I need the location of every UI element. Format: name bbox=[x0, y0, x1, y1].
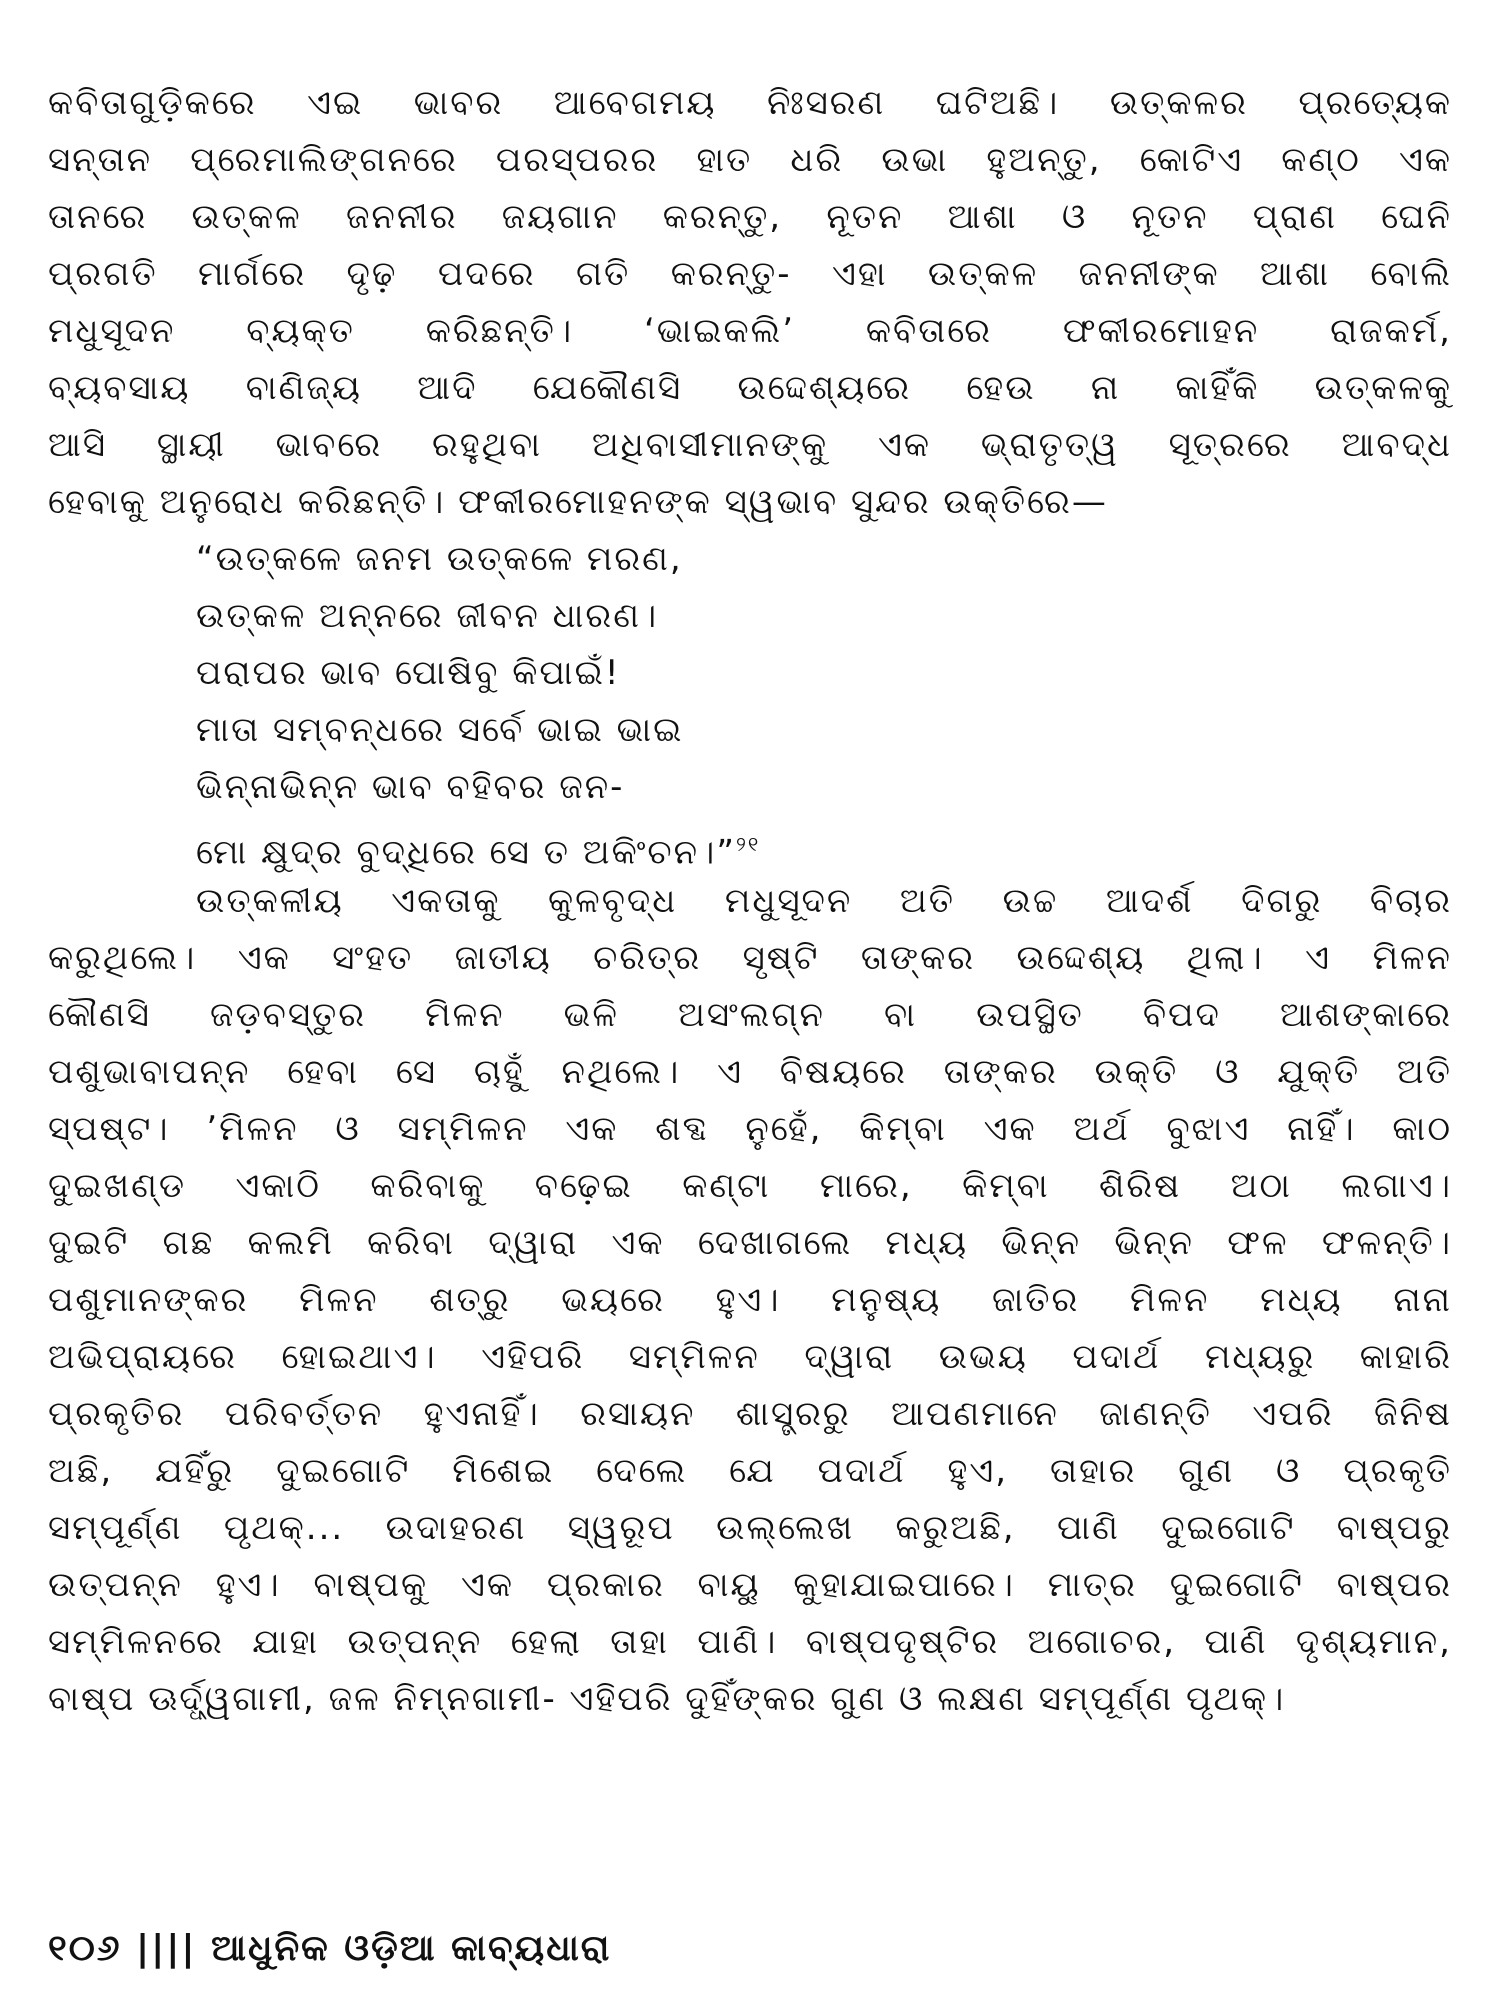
footer-separator: |||| bbox=[121, 1928, 212, 1969]
paragraph-line: ପଶୁଭାବାପନ୍ନ ହେବା ସେ ଚାହୁଁ ନଥିଲେ। ଏ ବିଷୟରେ ତାଙ୍କର ଉକ୍ତି ଓ ଯୁକ୍ତି ଅତି bbox=[48, 1052, 1452, 1092]
poem-line-last bbox=[196, 819, 760, 877]
page-number: ୧୦୬ bbox=[48, 1928, 122, 1969]
page-footer bbox=[48, 1924, 611, 1974]
paragraph-line: ଅଛି, ଯହିଁରୁ ଦୁଇଗୋଟି ମିଶେଇ ଦେଲେ ଯେ ପଦାର୍ଥ ହୁଏ, ତାହାର ଗୁଣ ଓ ପ୍ରକୃତି bbox=[48, 1451, 1452, 1491]
paragraph-line: ସମ୍ପୂର୍ଣ୍ଣ ପୃଥକ୍... ଉଦାହରଣ ସ୍ୱରୂପ ଉଲ୍ଲେଖ କରୁଅଛି, ପାଣି ଦୁଇଗୋଟି ବାଷ୍ପରୁ bbox=[48, 1508, 1452, 1548]
paragraph-line: ହେବାକୁ ଅନୁରୋଧ କରିଛନ୍ତି। ଫକୀରମୋହନଙ୍କ ସ୍ୱଭାବ ସୁନ୍ଦର ଉକ୍ତିରେ— bbox=[48, 482, 1108, 522]
paragraph-line: ଆସି ସ୍ଥାୟୀ ଭାବରେ ରହୁଥିବା ଅଧିବାସୀମାନଙ୍କୁ ଏକ ଭ୍ରାତୃତ୍ୱ ସୂତ୍ରରେ ଆବଦ୍ଧ bbox=[48, 425, 1452, 465]
poem-line: ମାତା ସମ୍ବନ୍ଧରେ ସର୍ବେ ଭାଇ ଭାଇ bbox=[196, 710, 684, 750]
footnote-marker: ୨୧ bbox=[735, 832, 761, 856]
poem-line: ପରାପର ଭାବ ପୋଷିବୁ କିପାଇଁ! bbox=[196, 653, 621, 693]
paragraph-line: ମଧୁସୂଦନ ବ୍ୟକ୍ତ କରିଛନ୍ତି। ‘ଭାଇକଲି’ କବିତାରେ ଫକୀରମୋହନ ରାଜକର୍ମ, bbox=[48, 311, 1452, 351]
poem-text: ମୋ କ୍ଷୁଦ୍ର ବୁଦ୍ଧିରେ ସେ ତ ଅକିଂଚନ।” bbox=[196, 832, 736, 873]
paragraph-line: କୌଣସି ଜଡ଼ବସ୍ତୁର ମିଳନ ଭଳି ଅସଂଲଗ୍ନ ବା ଉପସ୍ଥିତ ବିପଦ ଆଶଙ୍କାରେ bbox=[48, 995, 1452, 1035]
poem-line: “ଉତ୍କଳେ ଜନମ ଉତ୍କଳେ ମରଣ, bbox=[196, 539, 683, 579]
paragraph-line: ବାଷ୍ପ ଊର୍ଦ୍ଧ୍ୱଗାମୀ, ଜଳ ନିମ୍ନଗାମୀ- ଏହିପରି ଦୁହିଁଙ୍କର ଗୁଣ ଓ ଲକ୍ଷଣ ସମ୍ପୂର୍ଣ୍ଣ ପୃଥକ୍। bbox=[48, 1679, 1286, 1719]
paragraph-line: ଅଭିପ୍ରାୟରେ ହୋଇଥାଏ। ଏହିପରି ସମ୍ମିଳନ ଦ୍ୱାରା ଉଭୟ ପଦାର୍ଥ ମଧ୍ୟରୁ କାହାରି bbox=[48, 1337, 1452, 1377]
paragraph-line: ଦୁଇଟି ଗଛ କଲମି କରିବା ଦ୍ୱାରା ଏକ ଦେଖାଗଲେ ମଧ୍ୟ ଭିନ୍ନ ଭିନ୍ନ ଫଳ ଫଳନ୍ତି। bbox=[48, 1223, 1452, 1263]
paragraph-line: ଉତ୍କଳୀୟ ଏକତାକୁ କୁଳବୃଦ୍ଧ ମଧୁସୂଦନ ଅତି ଉଚ୍ଚ ଆଦର୍ଶ ଦିଗରୁ ବିଚାର bbox=[196, 881, 1452, 921]
paragraph-line: ସନ୍ତାନ ପ୍ରେମାଲିଙ୍ଗନରେ ପରସ୍ପରର ହାତ ଧରି ଉଭା ହୁଅନ୍ତୁ, କୋଟିଏ କଣ୍ଠ ଏକ bbox=[48, 140, 1452, 180]
poem-line: ଭିନ୍ନାଭିନ୍ନ ଭାବ ବହିବର ଜନ- bbox=[196, 767, 625, 807]
paragraph-line: ଦୁଇଖଣ୍ଡ ଏକାଠି କରିବାକୁ ବଢ଼େଇ କଣ୍ଟା ମାରେ, କିମ୍ବା ଶିରିଷ ଅଠା ଲଗାଏ। bbox=[48, 1166, 1452, 1206]
book-title: ଆଧୁନିକ ଓଡ଼ିଆ କାବ୍ୟଧାରା bbox=[211, 1928, 612, 1969]
poem-line: ଉତ୍କଳ ଅନ୍ନରେ ଜୀବନ ଧାରଣ। bbox=[196, 596, 659, 636]
paragraph-line: କବିତାଗୁଡ଼ିକରେ ଏଇ ଭାବର ଆବେଗମୟ ନିଃସରଣ ଘଟିଅଛି। ଉତ୍କଳର ପ୍ରତ୍ୟେକ bbox=[48, 83, 1452, 123]
paragraph-line: ସମ୍ମିଳନରେ ଯାହା ଉତ୍ପନ୍ନ ହେଲା ତାହା ପାଣି। ବାଷ୍ପଦୃଷ୍ଟିର ଅଗୋଚର, ପାଣି ଦୃଶ୍ୟମାନ, bbox=[48, 1622, 1452, 1662]
paragraph-line: ପଶୁମାନଙ୍କର ମିଳନ ଶତ୍ରୁ ଭୟରେ ହୁଏ। ମନୁଷ୍ୟ ଜାତିର ମିଳନ ମଧ୍ୟ ନାନା bbox=[48, 1280, 1452, 1320]
paragraph-line: କରୁଥିଲେ। ଏକ ସଂହତ ଜାତୀୟ ଚରିତ୍ର ସୃଷ୍ଟି ତାଙ୍କର ଉଦ୍ଦେଶ୍ୟ ଥିଲା। ଏ ମିଳନ bbox=[48, 938, 1452, 978]
paragraph-line: ସ୍ପଷ୍ଟ। ’ମିଳନ ଓ ସମ୍ମିଳନ ଏକ ଶବ୍ଦ ନୁହେଁ, କିମ୍ବା ଏକ ଅର୍ଥ ବୁଝାଏ ନାହିଁ। କାଠ bbox=[48, 1109, 1452, 1149]
paragraph-line: ବ୍ୟବସାୟ ବାଣିଜ୍ୟ ଆଦି ଯେକୌଣସି ଉଦ୍ଦେଶ୍ୟରେ ହେଉ ନା କାହିଁକି ଉତ୍କଳକୁ bbox=[48, 368, 1452, 408]
paragraph-line: ପ୍ରଗତି ମାର୍ଗରେ ଦୃଢ଼ ପଦରେ ଗତି କରନ୍ତୁ- ଏହା ଉତ୍କଳ ଜନନୀଙ୍କ ଆଶା ବୋଲି bbox=[48, 254, 1452, 294]
paragraph-line: ଉତ୍ପନ୍ନ ହୁଏ। ବାଷ୍ପକୁ ଏକ ପ୍ରକାର ବାୟୁ କୁହାଯାଇପାରେ। ମାତ୍ର ଦୁଇଗୋଟି ବାଷ୍ପର bbox=[48, 1565, 1452, 1605]
paragraph-line: ତାନରେ ଉତ୍କଳ ଜନନୀର ଜୟଗାନ କରନ୍ତୁ, ନୂତନ ଆଶା ଓ ନୂତନ ପ୍ରାଣ ଘେନି bbox=[48, 197, 1452, 237]
paragraph-line: ପ୍ରକୃତିର ପରିବର୍ତ୍ତନ ହୁଏନାହିଁ। ରସାୟନ ଶାସ୍ତ୍ରରୁ ଆପଣମାନେ ଜାଣନ୍ତି ଏପରି ଜିନିଷ bbox=[48, 1394, 1452, 1434]
